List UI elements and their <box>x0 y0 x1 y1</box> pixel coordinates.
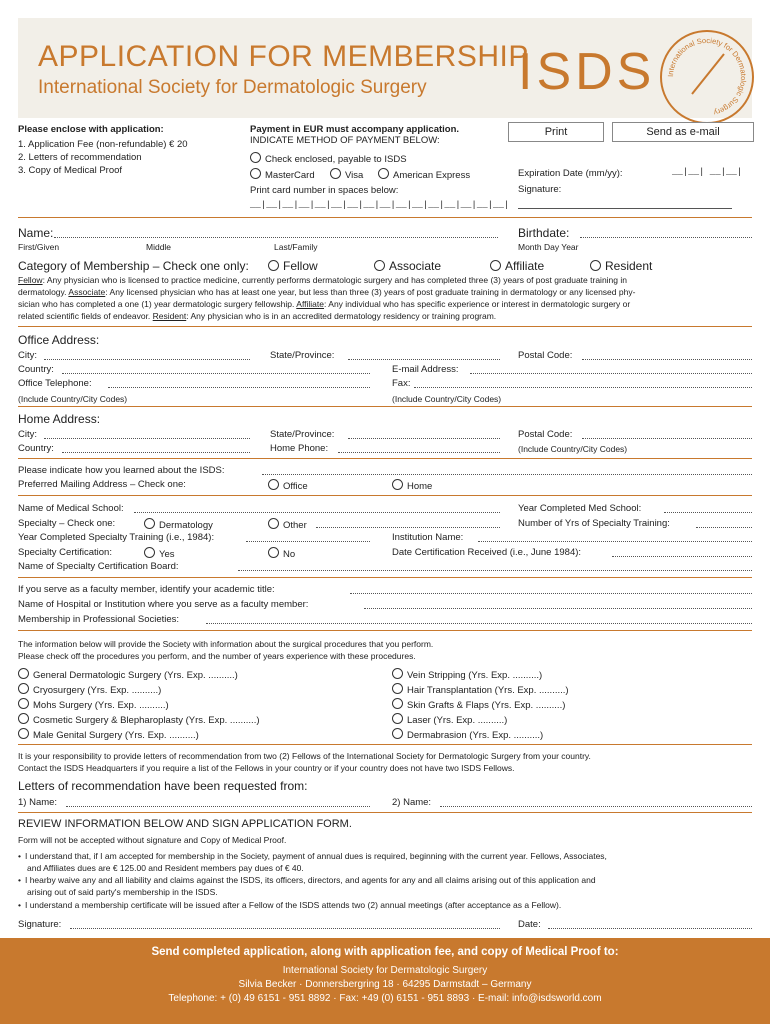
name-label: Name: <box>18 226 54 240</box>
review-bullet-2b: arising out of said party's membership in the ISDS. <box>27 887 218 897</box>
associate-radio[interactable] <box>374 260 385 271</box>
year-completed-label: Year Completed Med School: <box>518 503 642 514</box>
mastercard-label: MasterCard <box>265 170 315 181</box>
home-postal-label: Postal Code: <box>518 429 573 440</box>
procedure-right-3[interactable] <box>392 698 565 712</box>
name-middle-sub: Middle <box>146 242 172 252</box>
category-resident-option[interactable] <box>590 259 652 273</box>
date-cert-label: Date Certification Received (i.e., June 1984): <box>392 547 582 558</box>
procedure-left-3-radio[interactable] <box>18 698 29 709</box>
review-bullet-2a: • I hearby waive any and all liability and claims against the ISDS, its officers, directors, and agents for any and all claims arising out of this application and <box>18 875 596 885</box>
home-country-label: Country: <box>18 443 54 454</box>
resident-desc: : Any physician who is in an accredited dermatology residency or training program. <box>186 311 497 321</box>
enclose-heading: Please enclose with application: <box>18 124 164 135</box>
isds-logo-text: ISDS <box>518 43 656 101</box>
divider <box>18 217 752 218</box>
resident-term: Resident <box>152 311 187 321</box>
procedure-left-2-radio[interactable] <box>18 683 29 694</box>
category-desc-line-4 <box>18 311 496 321</box>
procedure-right-1[interactable] <box>392 668 542 682</box>
visa-radio[interactable] <box>330 168 341 179</box>
office-country-input[interactable] <box>62 364 370 374</box>
fellow-term: Fellow <box>18 275 43 285</box>
home-city-label: City: <box>18 429 37 440</box>
expiration-label: Expiration Date (mm/yy): <box>518 168 623 179</box>
divider <box>18 406 752 407</box>
procedure-right-5-radio[interactable] <box>392 728 403 739</box>
final-signature-label: Signature: <box>18 919 62 930</box>
review-bullet-1a-text: I understand that, if I am accepted for membership in the Society, payment of annual dues is required, beginning with the current year. Fellows, Associates, <box>24 851 607 861</box>
cert-no-radio[interactable] <box>268 547 279 558</box>
name-input[interactable] <box>54 228 498 238</box>
letters-heading: Letters of recommendation have been requested from: <box>18 779 308 793</box>
year-completed-input[interactable] <box>664 503 752 513</box>
card-number-input[interactable]: __|__|__|__|__|__|__|__|__|__|__|__|__|__|__|__| <box>250 200 510 210</box>
procedure-right-3-label: Skin Grafts & Flaps (Yrs. Exp. ..........) <box>407 700 566 711</box>
review-bullet-3: • I understand a membership certificate will be issued after a Fellow of the ISDS attends two (2) annual meetings (after acceptance as a Fellow). <box>18 900 562 910</box>
print-button[interactable]: Print <box>508 122 604 142</box>
desc4-start: related scientific fields of endeavor. <box>18 311 153 321</box>
procedure-left-1-radio[interactable] <box>18 668 29 679</box>
mailing-label: Preferred Mailing Address – Check one: <box>18 479 186 490</box>
affiliate-term: Affiliate <box>296 299 325 309</box>
home-postal-input[interactable] <box>582 429 752 439</box>
procedures-intro-2: Please check off the procedures you perform, and the number of years experience with these procedures. <box>18 651 416 661</box>
affiliate-label: Affiliate <box>505 259 545 273</box>
societies-label: Membership in Professional Societies: <box>18 614 180 625</box>
amex-label: American Express <box>393 170 471 181</box>
office-phone-input[interactable] <box>108 378 370 388</box>
footer-heading: Send completed application, along with application fee, and copy of Medical Proof to: <box>151 946 619 958</box>
category-label: Category of Membership – Check one only: <box>18 259 249 273</box>
payment-subheading: INDICATE METHOD OF PAYMENT BELOW: <box>250 135 440 146</box>
office-fax-label: Fax: <box>392 378 411 389</box>
payment-mastercard-option[interactable] <box>250 168 315 182</box>
office-heading: Office Address: <box>18 333 100 347</box>
procedure-right-3-radio[interactable] <box>392 698 403 709</box>
institution-input[interactable] <box>478 532 752 542</box>
years-training-label: Number of Yrs of Specialty Training: <box>518 518 670 529</box>
expiration-input[interactable]: __|__| __|__| <box>672 167 743 177</box>
year-specialty-input[interactable] <box>246 532 370 542</box>
procedure-right-5-label: Dermabrasion (Yrs. Exp. ..........) <box>407 730 544 741</box>
home-city-input[interactable] <box>44 429 250 439</box>
procedure-left-4-label: Cosmetic Surgery & Blepharoplasty (Yrs. Exp. ..........) <box>33 715 260 726</box>
procedure-right-2-label: Hair Transplantation (Yrs. Exp. ..........) <box>407 685 569 696</box>
footer-line-3: Telephone: + (0) 49 6151 - 951 8892 · Fax: +49 (0) 6151 - 951 8893 · E-mail: info@isdsworld.com <box>168 993 602 1004</box>
associate-term: Associate <box>68 287 106 297</box>
divider <box>18 326 752 327</box>
cert-yes-label: Yes <box>159 549 175 560</box>
procedure-left-5-label: Male Genital Surgery (Yrs. Exp. ..........) <box>33 730 199 741</box>
board-label: Name of Specialty Certification Board: <box>18 561 179 572</box>
cert-no-option[interactable] <box>268 547 295 561</box>
procedure-right-5[interactable] <box>392 728 543 742</box>
cert-yes-option[interactable] <box>144 547 175 561</box>
procedure-right-4-radio[interactable] <box>392 713 403 724</box>
isds-seal-icon <box>660 30 754 124</box>
home-phone-label: Home Phone: <box>270 443 329 454</box>
name-last-sub: Last/Family <box>274 242 318 252</box>
specialty-derm-option[interactable] <box>144 518 213 532</box>
med-school-input[interactable] <box>134 503 500 513</box>
date-cert-input[interactable] <box>612 547 752 557</box>
office-city-label: City: <box>18 350 37 361</box>
check-radio[interactable] <box>250 152 261 163</box>
recommender-1-label: 1) Name: <box>18 797 58 808</box>
signature-payment-line[interactable] <box>518 208 732 209</box>
payment-check-option[interactable] <box>250 152 407 166</box>
birthdate-sub: Month Day Year <box>518 242 579 252</box>
cert-no-label: No <box>283 549 296 560</box>
learn-label: Please indicate how you learned about the ISDS: <box>18 465 225 476</box>
divider <box>18 577 752 578</box>
mailing-home-option[interactable] <box>392 479 432 493</box>
home-country-input[interactable] <box>62 443 250 453</box>
letters-note-2: Contact the ISDS Headquarters if you require a list of the Fellows in your country or if your country does not have two ISDS Fellows. <box>18 763 515 773</box>
category-associate-option[interactable] <box>374 259 441 273</box>
final-date-label: Date: <box>518 919 541 930</box>
category-desc-line-1 <box>18 275 627 285</box>
procedure-left-4-radio[interactable] <box>18 713 29 724</box>
enclose-item-3: 3. Copy of Medical Proof <box>18 165 123 176</box>
associate-label: Associate <box>389 259 442 273</box>
procedure-left-2-label: Cryosurgery (Yrs. Exp. ..........) <box>33 685 162 696</box>
procedures-intro-1: The information below will provide the Society with information about the surgical procedures that you perform. <box>18 639 434 649</box>
footer-line-1: International Society for Dermatologic Surgery <box>282 965 488 976</box>
home-state-input[interactable] <box>348 429 500 439</box>
office-fax-input[interactable] <box>414 378 752 388</box>
mailing-office-option[interactable] <box>268 479 308 493</box>
birthdate-input[interactable] <box>580 228 752 238</box>
procedure-right-4-label: Laser (Yrs. Exp. ..........) <box>407 715 508 726</box>
home-state-label: State/Province: <box>270 429 335 440</box>
hospital-input[interactable] <box>364 599 752 609</box>
desc3-start: sician who has completed a one (1) year dermatologic surgery fellowship. <box>18 299 297 309</box>
category-desc-line-3 <box>18 299 630 309</box>
review-bullet-1b: and Affiliates dues are € 125.00 and Resident members pay dues of € 40. <box>27 863 304 873</box>
specialty-derm-radio[interactable] <box>144 518 155 529</box>
card-number-label: Print card number in spaces below: <box>250 185 399 196</box>
procedure-left-4[interactable] <box>18 713 260 727</box>
divider <box>18 495 752 496</box>
specialty-derm-label: Dermatology <box>159 520 213 531</box>
category-desc-line-2 <box>18 287 635 297</box>
affiliate-desc: : Any individual who has specific experience or interest in dermatologic surgery or <box>324 299 631 309</box>
institution-label: Institution Name: <box>392 532 464 543</box>
send-email-button[interactable]: Send as e-mail <box>612 122 754 142</box>
category-affiliate-option[interactable] <box>490 259 544 273</box>
payment-amex-option[interactable] <box>378 168 470 182</box>
page-subtitle: International Society for Dermatologic Surgery <box>38 77 427 98</box>
affiliate-radio[interactable] <box>490 260 501 271</box>
category-fellow-option[interactable] <box>268 259 318 273</box>
payment-check-label: Check enclosed, payable to ISDS <box>265 154 407 165</box>
specialty-other-radio[interactable] <box>268 518 279 529</box>
procedure-left-3-label: Mohs Surgery (Yrs. Exp. ..........) <box>33 700 169 711</box>
payment-visa-option[interactable] <box>330 168 363 182</box>
societies-input[interactable] <box>206 614 752 624</box>
resident-radio[interactable] <box>590 260 601 271</box>
home-phone-note: (Include Country/City Codes) <box>518 444 628 454</box>
procedure-right-2-radio[interactable] <box>392 683 403 694</box>
specialty-other-option[interactable] <box>268 518 307 532</box>
specialty-other-label: Other <box>283 520 307 531</box>
visa-label: Visa <box>345 170 364 181</box>
procedure-left-3[interactable] <box>18 698 169 712</box>
office-postal-label: Postal Code: <box>518 350 573 361</box>
year-specialty-label: Year Completed Specialty Training (i.e., 1984): <box>18 532 215 543</box>
final-signature-input[interactable] <box>70 919 500 929</box>
office-postal-input[interactable] <box>582 350 752 360</box>
review-bullet-1a: • I understand that, if I am accepted for membership in the Society, payment of annual dues is required, beginning with the current year. Fellows, Associates, <box>18 851 607 861</box>
review-bullet-2a-text: I hearby waive any and all liability and claims against the ISDS, its officers, directors, and agents for any and all claims arising out of this application and <box>24 875 596 885</box>
name-first-sub: First/Given <box>18 242 60 252</box>
mailing-office-radio[interactable] <box>268 479 279 490</box>
academic-title-label: If you serve as a faculty member, identify your academic title: <box>18 584 275 595</box>
academic-title-input[interactable] <box>350 584 752 594</box>
home-phone-input[interactable] <box>338 443 500 453</box>
office-country-label: Country: <box>18 364 54 375</box>
divider <box>18 744 752 745</box>
review-note: Form will not be accepted without signature and Copy of Medical Proof. <box>18 835 287 845</box>
office-fax-note: (Include Country/City Codes) <box>392 394 502 404</box>
office-email-label: E-mail Address: <box>392 364 459 375</box>
procedure-right-1-radio[interactable] <box>392 668 403 679</box>
recommender-2-input[interactable] <box>440 797 752 807</box>
office-phone-note: (Include Country/City Codes) <box>18 394 128 404</box>
footer-line-2: Silvia Becker · Donnersbergring 18 · 64295 Darmstadt – Germany <box>238 979 532 990</box>
home-heading: Home Address: <box>18 412 101 426</box>
associate-desc: : Any licensed physician who has at least one year, but less than three (3) years of post graduate training in dermatology or any licensed phy- <box>105 287 636 297</box>
office-phone-label: Office Telephone: <box>18 378 92 389</box>
divider <box>18 630 752 631</box>
enclose-item-1: 1. Application Fee (non-refundable) € 20 <box>18 139 188 150</box>
page-title: APPLICATION FOR MEMBERSHIP <box>38 40 529 73</box>
cert-label: Specialty Certification: <box>18 547 112 558</box>
review-bullet-3-text: I understand a membership certificate will be issued after a Fellow of the ISDS attends two (2) annual meetings (after acceptance as a Fellow). <box>24 900 562 910</box>
amex-radio[interactable] <box>378 168 389 179</box>
specialty-label: Specialty – Check one: <box>18 518 116 529</box>
mailing-home-label: Home <box>407 481 433 492</box>
resident-label: Resident <box>605 259 653 273</box>
payment-heading: Payment in EUR must accompany application. <box>250 124 460 135</box>
seal-ring-icon <box>662 32 752 122</box>
years-training-input[interactable] <box>696 518 752 528</box>
signature-payment-label: Signature: <box>518 184 562 195</box>
mailing-home-radio[interactable] <box>392 479 403 490</box>
mailing-office-label: Office <box>283 481 308 492</box>
desc2-start: dermatology. <box>18 287 69 297</box>
recommender-1-input[interactable] <box>66 797 370 807</box>
mastercard-radio[interactable] <box>250 168 261 179</box>
letters-note-1: It is your responsibility to provide letters of recommendation from two (2) Fellows of the International Society for Dermatologic Surgery from your country. <box>18 751 591 761</box>
med-school-label: Name of Medical School: <box>18 503 124 514</box>
review-heading: REVIEW INFORMATION BELOW AND SIGN APPLICATION FORM. <box>18 818 352 830</box>
footer-banner <box>0 938 770 1024</box>
procedure-left-5-radio[interactable] <box>18 728 29 739</box>
procedure-left-1-label: General Dermatologic Surgery (Yrs. Exp. ..........) <box>33 670 238 681</box>
fellow-radio[interactable] <box>268 260 279 271</box>
procedure-left-2[interactable] <box>18 683 161 697</box>
board-input[interactable] <box>238 561 752 571</box>
cert-yes-radio[interactable] <box>144 547 155 558</box>
fellow-label: Fellow <box>283 259 318 273</box>
procedure-right-2[interactable] <box>392 683 569 697</box>
seal-ring-text: International Society for Dermatologic Surgery <box>665 35 749 118</box>
final-date-input[interactable] <box>548 919 752 929</box>
learn-input[interactable] <box>262 465 752 475</box>
specialty-other-input[interactable] <box>316 518 500 528</box>
recommender-2-label: 2) Name: <box>392 797 432 808</box>
divider <box>18 812 752 813</box>
procedure-right-4[interactable] <box>392 713 507 727</box>
procedure-left-1[interactable] <box>18 668 238 682</box>
birthdate-label: Birthdate: <box>518 226 570 240</box>
enclose-item-2: 2. Letters of recommendation <box>18 152 142 163</box>
office-state-label: State/Province: <box>270 350 335 361</box>
procedure-left-5[interactable] <box>18 728 199 742</box>
office-email-input[interactable] <box>470 364 752 374</box>
procedure-right-1-label: Vein Stripping (Yrs. Exp. ..........) <box>407 670 543 681</box>
divider <box>18 458 752 459</box>
office-state-input[interactable] <box>348 350 500 360</box>
office-city-input[interactable] <box>44 350 250 360</box>
hospital-label: Name of Hospital or Institution where you serve as a faculty member: <box>18 599 309 610</box>
fellow-desc: : Any physician who is licensed to practice medicine, currently performs dermatologic surgery and has completed three (3) years of post graduate training in <box>42 275 627 285</box>
